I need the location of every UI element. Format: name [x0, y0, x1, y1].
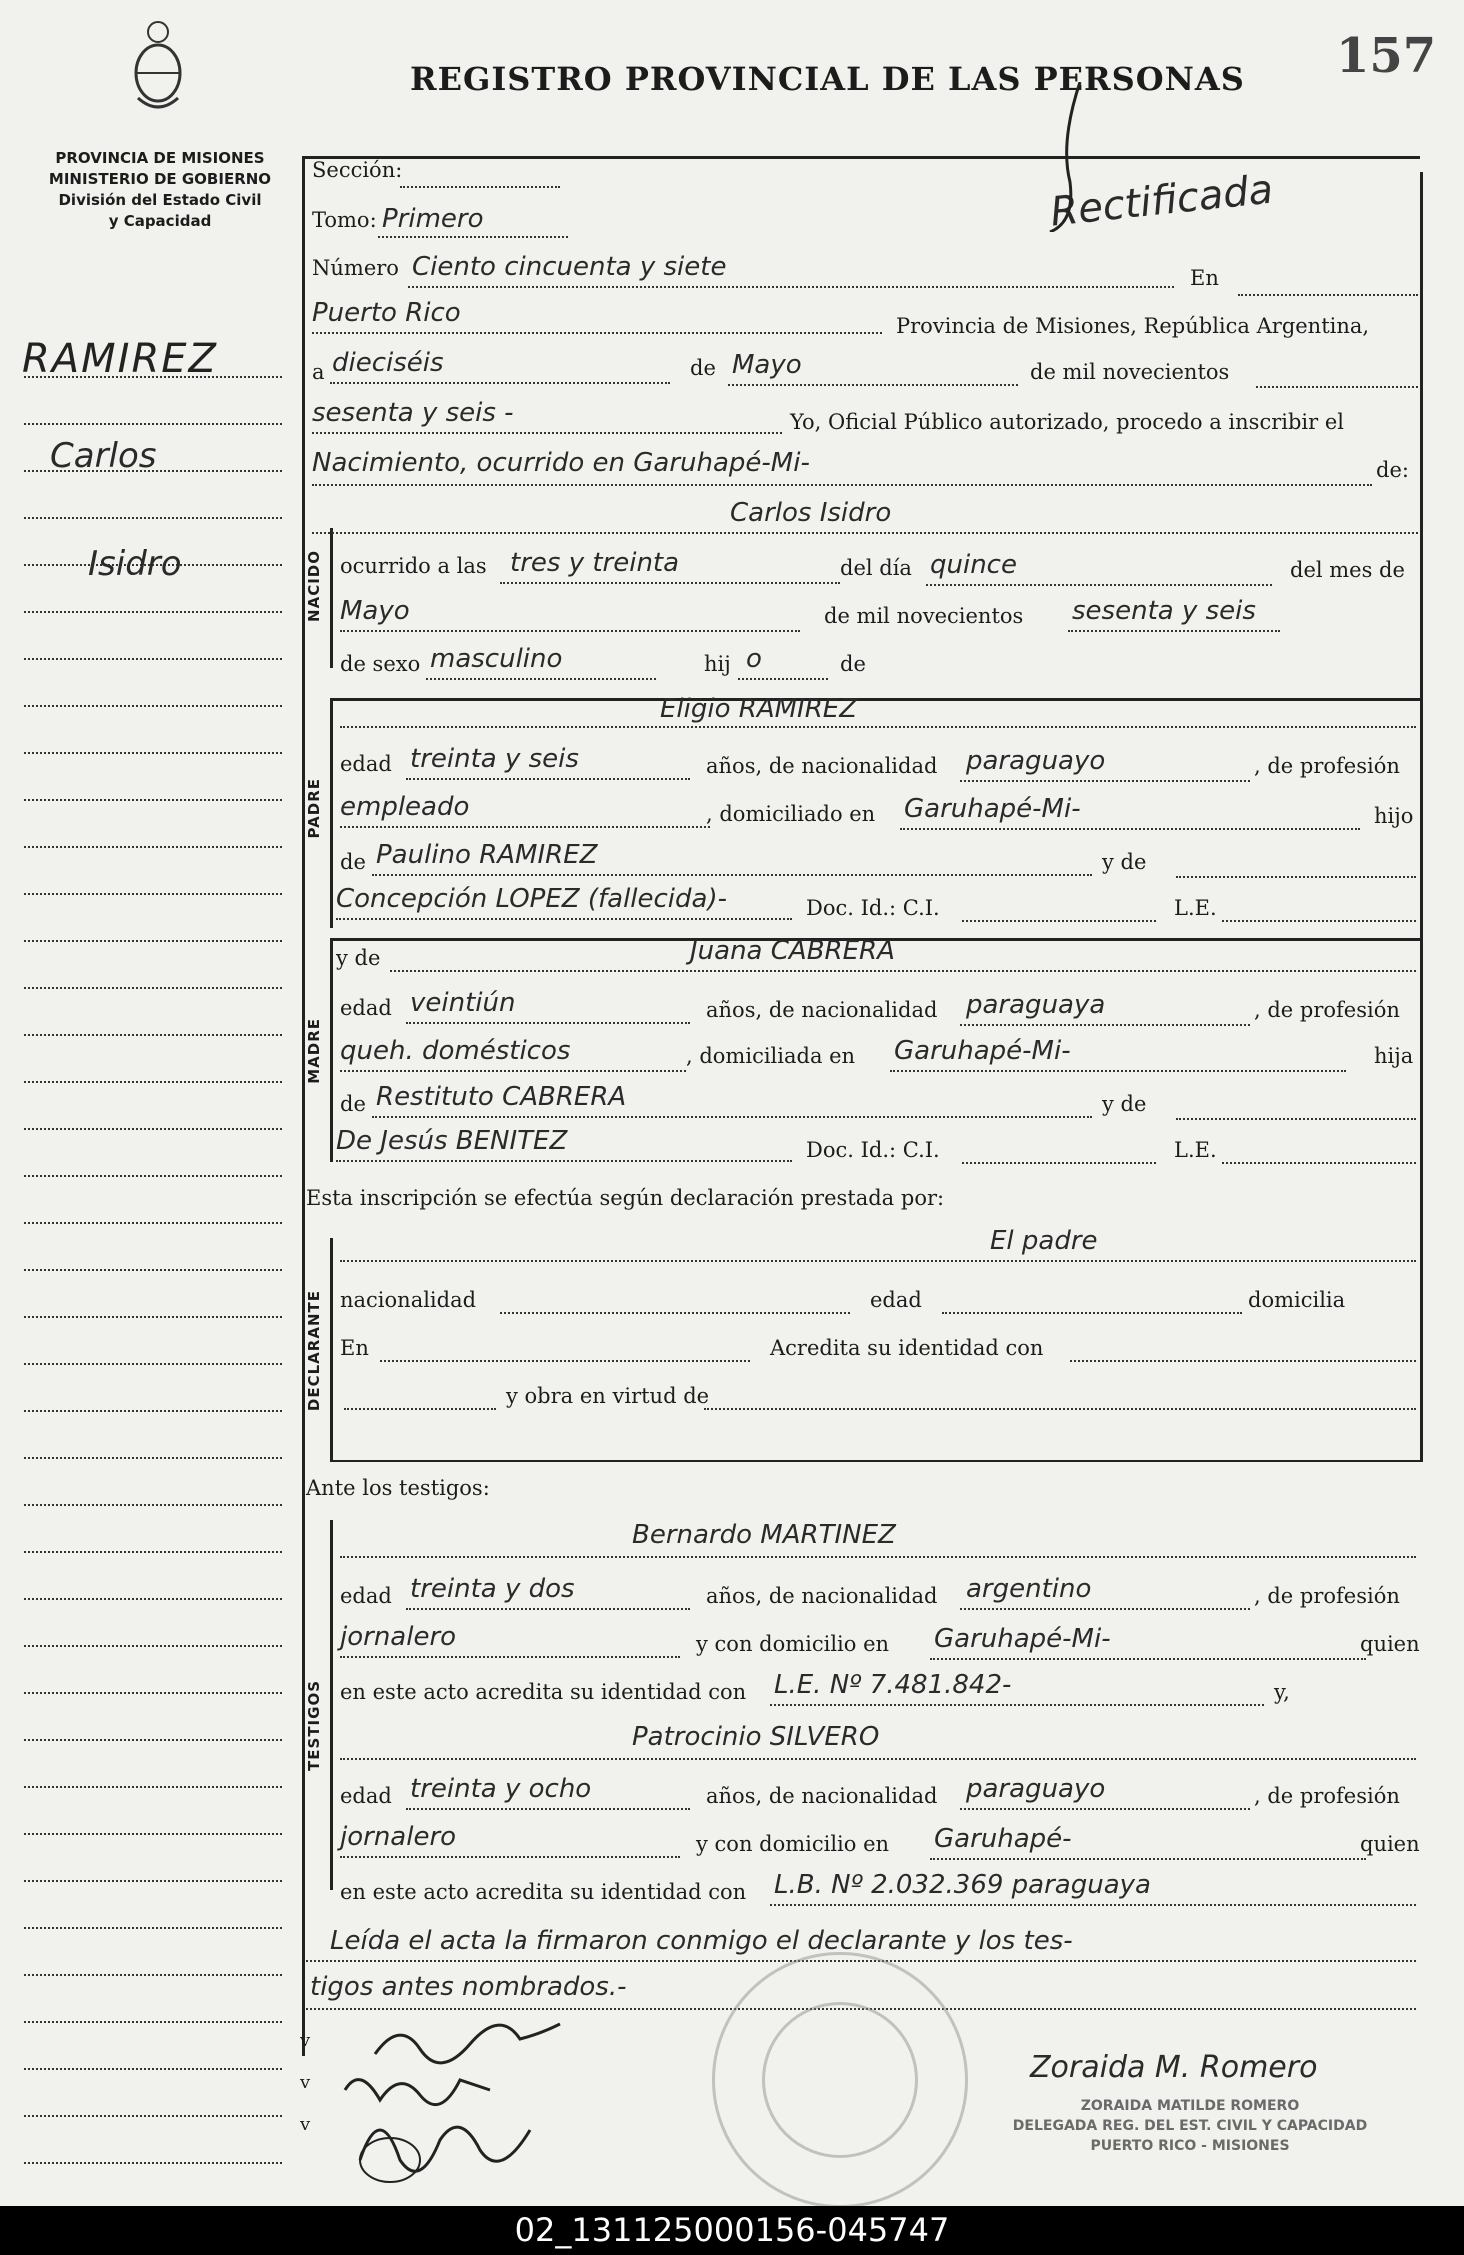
margin-second-name: Isidro [88, 544, 182, 584]
entry-padre-nac: paraguayo [966, 746, 1106, 776]
document-code: 02_131125000156-045747 [0, 2206, 1464, 2255]
margin-rule [24, 1927, 282, 1929]
entry-cierre-2: tigos antes nombrados.- [310, 1972, 627, 2002]
entry-t2-nac: paraguayo [966, 1774, 1106, 1804]
label-profesion-padre: , de profesión [1254, 754, 1400, 778]
entry-cierre-1: Leída el acta la firmaron conmigo el declarante y los tes- [330, 1926, 1073, 1956]
authority-ministry: MINISTERIO DE GOBIERNO [48, 170, 272, 188]
entry-padre-nombre: Eligio RAMIREZ [660, 694, 858, 724]
label-del-dia: del día [840, 556, 912, 580]
margin-rule [24, 1974, 282, 1976]
margin-rule [24, 1175, 282, 1177]
label-en: En [1190, 266, 1219, 290]
entry-nombre: Carlos Isidro [730, 498, 892, 528]
tick-mark: v [300, 2114, 311, 2135]
tab-testigos: TESTIGOS [305, 1680, 323, 1771]
label-del-mes-de: del mes de [1290, 558, 1405, 582]
label-yo-oficial: Yo, Oficial Público autorizado, procedo a inscribir el [790, 410, 1344, 434]
margin-rule [24, 1457, 282, 1459]
label-y-comma: y, [1274, 1680, 1290, 1704]
label-tomo: Tomo: [312, 208, 377, 232]
entry-t1-nac: argentino [966, 1574, 1092, 1604]
entry-madre-prof: queh. domésticos [340, 1036, 571, 1066]
label-edad-t2: edad [340, 1784, 392, 1808]
tick-mark: v [300, 2072, 311, 2093]
entry-t2-nombre: Patrocinio SILVERO [632, 1722, 880, 1752]
margin-rule [24, 1269, 282, 1271]
entry-madre-madre: De Jesús BENITEZ [336, 1126, 568, 1156]
margin-rule [24, 2021, 282, 2023]
signature-oficial: Zoraida M. Romero [1030, 2050, 1318, 2085]
entry-madre-edad: veintiún [410, 988, 516, 1018]
entry-anio: sesenta y seis - [312, 398, 514, 428]
entry-tomo: Primero [382, 204, 484, 234]
label-de-padres: de [840, 652, 866, 676]
label-de-mil-novecientos: de mil novecientos [1030, 360, 1230, 384]
margin-rule [24, 1504, 282, 1506]
entry-t1-prof: jornalero [340, 1622, 457, 1652]
label-profesion-t1: , de profesión [1254, 1584, 1400, 1608]
signature-testigo-2 [350, 2100, 550, 2190]
label-esta-inscripcion: Esta inscripción se efectúa según declaración prestada por: [306, 1186, 945, 1210]
label-doc-id-madre: Doc. Id.: C.I. [806, 1138, 940, 1162]
margin-rule [24, 1034, 282, 1036]
authority-capacity: y Capacidad [108, 212, 212, 230]
label-anos-nac-t2: años, de nacionalidad [706, 1784, 938, 1808]
tick-mark: v [300, 2030, 311, 2051]
label-anos-nac-madre: años, de nacionalidad [706, 998, 938, 1022]
margin-rule [24, 893, 282, 895]
label-ocurrido-a-las: ocurrido a las [340, 554, 487, 578]
issuing-authority [20, 148, 300, 232]
label-en-este-acto-t2: en este acto acredita su identidad con [340, 1880, 747, 1904]
officer-stamp-title: DELEGADA REG. DEL EST. CIVIL Y CAPACIDAD [1012, 2118, 1368, 2134]
margin-rule [24, 1598, 282, 1600]
official-seal-inner [762, 2002, 918, 2158]
entry-t2-edad: treinta y ocho [410, 1774, 592, 1804]
folio-number: 157 [1336, 28, 1437, 84]
margin-rule [24, 1551, 282, 1553]
tab-madre: MADRE [305, 1018, 323, 1084]
margin-rule [24, 1316, 282, 1318]
label-acredita-decl: Acredita su identidad con [770, 1336, 1044, 1360]
label-domiciliado-padre: , domiciliado en [706, 802, 876, 826]
label-y-de-madre-2: y de [1102, 1092, 1147, 1116]
label-anos-nac-padre: años, de nacionalidad [706, 754, 938, 778]
label-le-madre: L.E. [1174, 1138, 1217, 1162]
label-edad-madre: edad [340, 996, 392, 1020]
rectificada-annotation: Rectificada [1048, 166, 1276, 236]
entry-t2-doc: L.B. Nº 2.032.369 paraguaya [774, 1870, 1151, 1900]
entry-sexo: masculino [430, 644, 563, 674]
entry-t1-doc: L.E. Nº 7.481.842- [774, 1670, 1012, 1700]
entry-numero: Ciento cincuenta y siete [412, 252, 727, 282]
margin-rule [24, 799, 282, 801]
entry-padre-prof: empleado [340, 792, 470, 822]
entry-t1-nombre: Bernardo MARTINEZ [632, 1520, 896, 1550]
label-con-domicilio-t1: y con domicilio en [696, 1632, 890, 1656]
margin-rule [24, 1833, 282, 1835]
page-title: REGISTRO PROVINCIAL DE LAS PERSONAS [410, 60, 1245, 98]
label-hija: hija [1374, 1044, 1414, 1068]
label-de-colon: de: [1376, 458, 1409, 482]
label-edad-decl: edad [870, 1288, 922, 1312]
label-en-decl: En [340, 1336, 369, 1360]
entry-lugar: Puerto Rico [312, 298, 461, 328]
label-y-de-madre: y de [336, 946, 381, 970]
margin-rule [24, 1786, 282, 1788]
label-anos-nac-t1: años, de nacionalidad [706, 1584, 938, 1608]
margin-rule [24, 1692, 282, 1694]
entry-acto: Nacimiento, ocurrido en Garuhapé-Mi- [312, 448, 810, 478]
label-hij: hij [704, 652, 731, 676]
label-edad-t1: edad [340, 1584, 392, 1608]
label-quien-t1: quien [1360, 1632, 1420, 1656]
authority-province: PROVINCIA DE MISIONES [55, 149, 265, 167]
label-y-de-padre: y de [1102, 850, 1147, 874]
label-en-este-acto-t1: en este acto acredita su identidad con [340, 1680, 747, 1704]
entry-madre-nombre: Juana CABRERA [690, 936, 895, 966]
entry-t1-dom: Garuhapé-Mi- [934, 1624, 1111, 1654]
entry-t1-edad: treinta y dos [410, 1574, 575, 1604]
entry-madre-nac: paraguaya [966, 990, 1106, 1020]
entry-padre-padre: Paulino RAMIREZ [376, 840, 598, 870]
label-hijo: hijo [1374, 804, 1414, 828]
margin-rule [24, 1645, 282, 1647]
margin-rule [24, 1081, 282, 1083]
label-provincia: Provincia de Misiones, República Argentina, [896, 314, 1370, 338]
entry-padre-dom: Garuhapé-Mi- [904, 794, 1081, 824]
label-seccion: Sección: [312, 158, 403, 182]
coat-of-arms-icon [128, 18, 188, 118]
officer-stamp [1000, 2096, 1380, 2156]
label-de-abuelo-p: de [340, 850, 366, 874]
label-de-mil-novecientos-nac: de mil novecientos [824, 604, 1024, 628]
margin-rule [24, 1410, 282, 1412]
margin-surname: RAMIREZ [22, 336, 218, 382]
margin-rule [24, 1880, 282, 1882]
label-de-mes: de [690, 356, 716, 380]
entry-declarante: El padre [990, 1226, 1098, 1256]
entry-hora: tres y treinta [510, 548, 680, 578]
label-doc-id-padre: Doc. Id.: C.I. [806, 896, 940, 920]
label-a: a [312, 360, 325, 384]
entry-dia-nac: quince [930, 550, 1017, 580]
margin-first-name: Carlos [50, 436, 157, 476]
label-obra-virtud: y obra en virtud de [506, 1384, 710, 1408]
entry-madre-dom: Garuhapé-Mi- [894, 1036, 1071, 1066]
authority-division: División del Estado Civil [58, 191, 262, 209]
tab-padre: PADRE [305, 778, 323, 839]
entry-hij-suffix: o [746, 644, 762, 674]
label-ante-testigos: Ante los testigos: [306, 1476, 490, 1500]
margin-rule [24, 846, 282, 848]
margin-rule [24, 1128, 282, 1130]
label-domicilia-decl: domicilia [1248, 1288, 1346, 1312]
entry-padre-edad: treinta y seis [410, 744, 579, 774]
label-le-padre: L.E. [1174, 896, 1217, 920]
label-profesion-madre: , de profesión [1254, 998, 1400, 1022]
margin-rule [24, 1363, 282, 1365]
entry-dia: dieciséis [332, 348, 444, 378]
entry-t2-prof: jornalero [340, 1822, 457, 1852]
entry-t2-dom: Garuhapé- [934, 1824, 1072, 1854]
label-quien-t2: quien [1360, 1832, 1420, 1856]
label-numero: Número [312, 256, 399, 280]
tab-nacido: NACIDO [305, 550, 323, 622]
label-con-domicilio-t2: y con domicilio en [696, 1832, 890, 1856]
margin-rule [24, 752, 282, 754]
tab-declarante: DECLARANTE [305, 1290, 323, 1412]
officer-stamp-name: ZORAIDA MATILDE ROMERO [1080, 2098, 1300, 2114]
label-de-sexo: de sexo [340, 652, 421, 676]
margin-rule [24, 517, 282, 519]
margin-rule [24, 611, 282, 613]
margin-rule [24, 2115, 282, 2117]
label-nacionalidad-decl: nacionalidad [340, 1288, 477, 1312]
label-profesion-t2: , de profesión [1254, 1784, 1400, 1808]
margin-rule [24, 987, 282, 989]
entry-anio-nac: sesenta y seis [1072, 596, 1256, 626]
entry-padre-madre: Concepción LOPEZ (fallecida)- [336, 884, 727, 914]
label-domiciliada-madre: , domiciliada en [686, 1044, 856, 1068]
entry-mes: Mayo [732, 350, 802, 380]
margin-rule [24, 1739, 282, 1741]
label-edad-padre: edad [340, 752, 392, 776]
margin-rule [24, 423, 282, 425]
margin-rule [24, 2068, 282, 2070]
margin-rule [24, 658, 282, 660]
margin-rule [24, 1222, 282, 1224]
margin-rule [24, 940, 282, 942]
margin-rule [24, 2162, 282, 2164]
entry-madre-padre: Restituto CABRERA [376, 1082, 627, 1112]
label-de-abuelo-m: de [340, 1092, 366, 1116]
margin-rule [24, 705, 282, 707]
entry-mes-nac: Mayo [340, 596, 410, 626]
officer-stamp-place: PUERTO RICO - MISIONES [1090, 2138, 1290, 2154]
